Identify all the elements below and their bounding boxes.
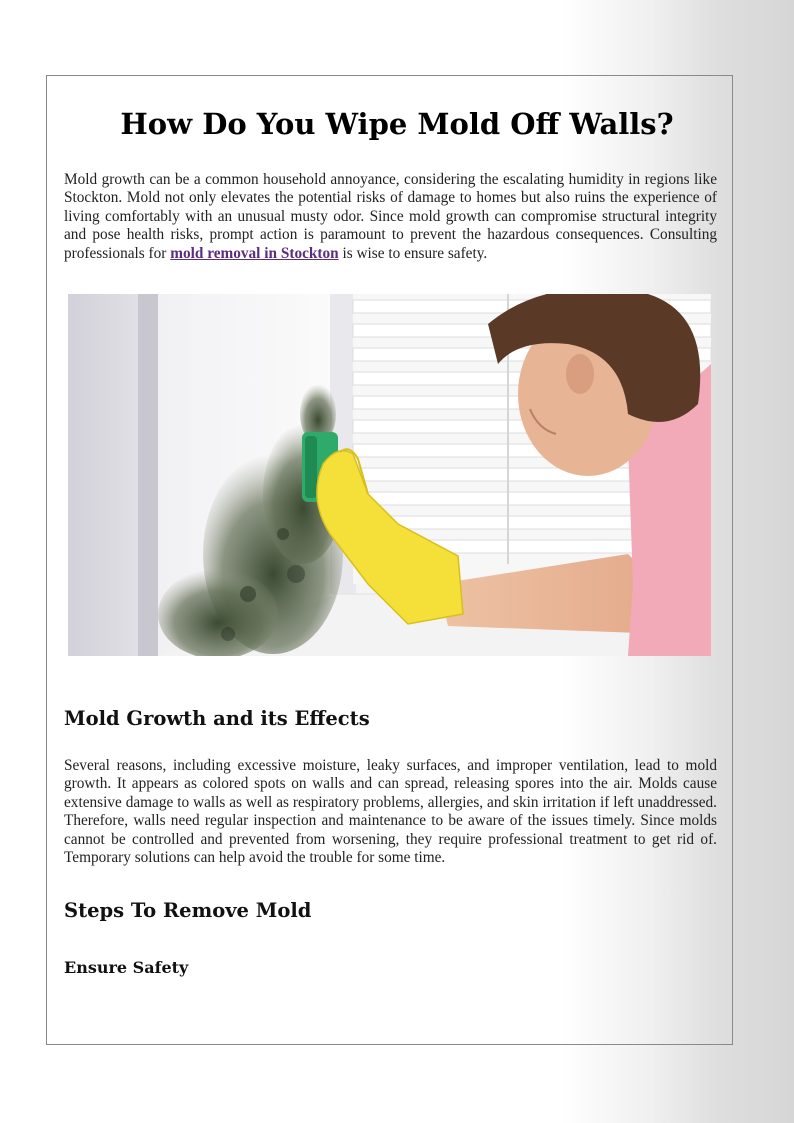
article-title: How Do You Wipe Mold Off Walls? xyxy=(120,107,674,141)
section-heading-effects: Mold Growth and its Effects xyxy=(64,707,370,730)
hero-image xyxy=(68,294,711,656)
intro-text: Mold growth can be a common household annoyance, considering the escalating humidity in regions like Stockton. Mold not only elevates the potential risks of damage to homes but also ruins the experience of living comfortably with an unusual musty odor. Since mold growth can compromise structural integrity and pose health risks, prompt action is paramount to prevent the hazardous consequences. Consulting professionals for xyxy=(64,171,717,262)
subheading-ensure-safety: Ensure Safety xyxy=(64,958,189,977)
mold-cleaning-illustration xyxy=(68,294,711,656)
section-heading-steps: Steps To Remove Mold xyxy=(64,899,312,922)
effects-paragraph: Several reasons, including excessive moisture, leaky surfaces, and improper ventilation, lead to mold growth. It appears as colored spots on walls and can spread, releasing spores into the air. Molds cause extensive damage to walls as well as respiratory problems, allergies, and skin irritation if left unaddressed. Therefore, walls need regular inspection and maintenance to be aware of the issues timely. Since molds cannot be controlled and prevented from worsening, they require professional treatment to get rid of. Temporary solutions can help avoid the trouble for some time. xyxy=(64,757,717,867)
intro-paragraph xyxy=(64,171,717,263)
mold-removal-link[interactable]: mold removal in Stockton xyxy=(170,244,339,262)
intro-text-end: is wise to ensure safety. xyxy=(338,244,488,262)
